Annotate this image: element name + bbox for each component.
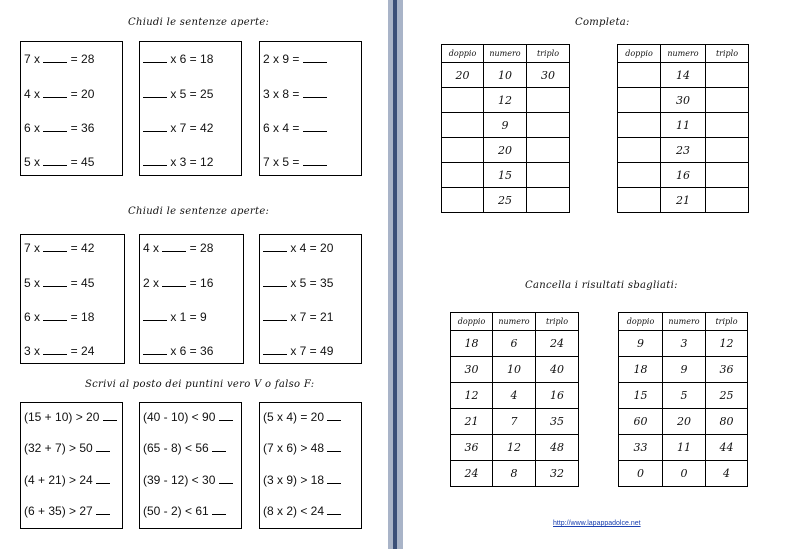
sentence[interactable]: 7 x 5 = [263,154,327,169]
answer-blank[interactable] [219,472,233,484]
sentence[interactable]: x 6 = 36 [143,343,213,358]
sentence[interactable]: x 5 = 25 [143,86,213,101]
answer-blank[interactable] [212,440,226,452]
table-cell[interactable]: 0 [619,461,663,487]
answer-blank[interactable] [43,240,67,252]
table-cell[interactable] [706,188,749,213]
table-cell[interactable] [442,163,484,188]
table-row [442,63,570,88]
answer-blank[interactable] [263,240,287,252]
table-row [442,163,570,188]
answer-blank[interactable] [162,275,186,287]
table-cell[interactable] [442,138,484,163]
sentence[interactable]: (5 x 4) = 20 [263,409,341,424]
sentence[interactable]: 6 x 4 = [263,120,327,135]
table-row [618,113,749,138]
answer-blank[interactable] [43,343,67,355]
table-cell[interactable]: 6 [493,331,536,357]
table-cell[interactable]: 18 [619,357,663,383]
sentence[interactable]: 3 x = 24 [24,344,95,358]
heading-open-sentences-2: Chiudi le sentenze aperte: [128,206,270,217]
table-cell[interactable]: 24 [536,331,579,357]
table-row [618,163,749,188]
table-cell[interactable]: 0 [663,461,706,487]
answer-blank[interactable] [43,154,67,166]
sentence[interactable]: (7 x 6) > 48 [263,440,341,455]
table-cell[interactable]: 12 [451,383,493,409]
answer-blank[interactable] [263,275,287,287]
table-cell[interactable]: 21 [661,188,706,213]
table-cell[interactable]: 15 [484,163,527,188]
table-row [451,409,579,435]
table-cell[interactable] [706,63,749,88]
table-row [442,138,570,163]
table-row [618,138,749,163]
table-cell[interactable]: 48 [536,435,579,461]
table-cell[interactable]: 25 [484,188,527,213]
sentence[interactable]: x 4 = 20 [263,240,333,255]
column-header: doppio [451,313,493,331]
heading-complete: Completa: [575,17,630,28]
sentence[interactable]: 2 x 9 = [263,51,327,66]
table-cell[interactable]: 3 [663,331,706,357]
table-row [442,113,570,138]
sentence[interactable]: 5 x = 45 [24,155,95,169]
table-row [619,461,748,487]
table-cell[interactable]: 14 [661,63,706,88]
sentence[interactable]: 2 x = 16 [143,276,214,290]
answer-blank[interactable] [96,440,110,452]
heading-cancel-wrong: Cancella i risultati sbagliati: [525,280,678,291]
column-header: doppio [619,313,663,331]
sentence[interactable]: (15 + 10) > 20 [24,409,117,424]
table-cell[interactable]: 44 [706,435,748,461]
sentence[interactable]: x 3 = 12 [143,154,213,169]
table-cell[interactable]: 35 [536,409,579,435]
table-cell[interactable] [527,188,570,213]
heading-true-false: Scrivi al posto dei puntini vero V o falso F: [85,379,315,390]
answer-blank[interactable] [43,120,67,132]
sentence[interactable]: 4 x = 20 [24,87,95,101]
answer-blank[interactable] [103,409,117,421]
table-row [619,435,748,461]
column-header: numero [661,45,706,63]
sentence[interactable]: (50 - 2) < 61 [143,503,226,518]
column-header: numero [663,313,706,331]
table-cell[interactable]: 16 [536,383,579,409]
table-cell[interactable]: 18 [451,331,493,357]
table-cell[interactable] [618,113,661,138]
column-header: triplo [536,313,579,331]
answer-blank[interactable] [263,309,287,321]
table-cell[interactable]: 60 [619,409,663,435]
table-cell[interactable] [618,163,661,188]
table-cell[interactable]: 20 [484,138,527,163]
sentence[interactable]: x 7 = 21 [263,309,333,324]
table-cell[interactable]: 30 [661,88,706,113]
table-row [442,88,570,113]
table-cell[interactable] [706,163,749,188]
sentence[interactable]: (6 + 35) > 27 [24,503,110,518]
column-header: triplo [706,45,749,63]
table-cell[interactable]: 30 [451,357,493,383]
table-row [451,331,579,357]
sentence[interactable]: (4 + 21) > 24 [24,472,110,487]
table2 [617,44,749,213]
sentence[interactable]: 7 x = 28 [24,52,95,66]
answer-blank[interactable] [303,86,327,98]
sentence[interactable]: x 7 = 49 [263,343,333,358]
table-row [619,357,748,383]
table-cell[interactable]: 20 [442,63,484,88]
answer-blank[interactable] [162,240,186,252]
table-cell[interactable]: 11 [663,435,706,461]
table-cell[interactable]: 11 [661,113,706,138]
table-row [618,63,749,88]
answer-blank[interactable] [143,51,167,63]
answer-blank[interactable] [303,51,327,63]
answer-blank[interactable] [143,309,167,321]
left-worksheet-page [0,0,388,549]
table-cell[interactable]: 21 [451,409,493,435]
answer-blank[interactable] [143,154,167,166]
answer-blank[interactable] [219,409,233,421]
answer-blank[interactable] [143,343,167,355]
answer-blank[interactable] [327,472,341,484]
table-cell[interactable]: 32 [536,461,579,487]
table-row [451,357,579,383]
table3 [450,312,579,487]
answer-blank[interactable] [43,86,67,98]
sentence[interactable]: (32 + 7) > 50 [24,440,110,455]
column-header: doppio [618,45,661,63]
sentence[interactable]: x 5 = 35 [263,275,333,290]
table-cell[interactable]: 16 [661,163,706,188]
table-cell[interactable] [618,63,661,88]
table-row [619,409,748,435]
table-cell[interactable]: 10 [493,357,536,383]
table-cell[interactable]: 5 [663,383,706,409]
answer-blank[interactable] [303,154,327,166]
table-cell[interactable]: 20 [663,409,706,435]
table-row [619,383,748,409]
table-cell[interactable]: 24 [451,461,493,487]
answer-blank[interactable] [212,503,226,515]
sentence[interactable]: (40 - 10) < 90 [143,409,233,424]
table-row [618,88,749,113]
answer-blank[interactable] [327,503,341,515]
sentence[interactable]: 6 x = 18 [24,310,95,324]
table-cell[interactable]: 12 [484,88,527,113]
table-row [451,461,579,487]
table-cell[interactable]: 25 [706,383,748,409]
answer-blank[interactable] [96,472,110,484]
table-cell[interactable] [618,88,661,113]
table-cell[interactable]: 30 [527,63,570,88]
page-divider-line [393,0,397,549]
table-cell[interactable] [527,163,570,188]
sentence[interactable]: (8 x 2) < 24 [263,503,341,518]
sentence[interactable]: 3 x 8 = [263,86,327,101]
column-header: doppio [442,45,484,63]
table-cell[interactable]: 40 [536,357,579,383]
column-header: triplo [706,313,748,331]
answer-blank[interactable] [43,309,67,321]
table-cell[interactable] [442,188,484,213]
table-cell[interactable] [706,113,749,138]
column-header: numero [493,313,536,331]
table-cell[interactable]: 33 [619,435,663,461]
table-cell[interactable]: 4 [493,383,536,409]
answer-blank[interactable] [303,120,327,132]
table-row [451,383,579,409]
table-row [442,188,570,213]
table-cell[interactable] [527,113,570,138]
table-cell[interactable]: 8 [493,461,536,487]
sentence[interactable]: 5 x = 45 [24,276,95,290]
table4 [618,312,748,487]
table-cell[interactable] [706,88,749,113]
table-cell[interactable] [618,188,661,213]
heading-open-sentences-1: Chiudi le sentenze aperte: [128,17,270,28]
site-link[interactable]: http://www.lapappadolce.net [553,520,641,527]
answer-blank[interactable] [327,409,341,421]
table-cell[interactable]: 9 [619,331,663,357]
column-header: numero [484,45,527,63]
answer-blank[interactable] [43,51,67,63]
sentence[interactable]: (65 - 8) < 56 [143,440,226,455]
table1 [441,44,570,213]
sentence[interactable]: 4 x = 28 [143,241,214,255]
sentence[interactable]: (39 - 12) < 30 [143,472,233,487]
column-header: triplo [527,45,570,63]
table-cell[interactable]: 36 [706,357,748,383]
table-cell[interactable] [618,138,661,163]
table-cell[interactable]: 12 [493,435,536,461]
sentence[interactable]: 6 x = 36 [24,121,95,135]
table-cell[interactable]: 10 [484,63,527,88]
answer-blank[interactable] [263,343,287,355]
table-row [619,331,748,357]
table-cell[interactable]: 23 [661,138,706,163]
table-cell[interactable] [527,138,570,163]
right-worksheet-page [403,0,787,549]
table-cell[interactable]: 36 [451,435,493,461]
answer-blank[interactable] [327,440,341,452]
table-cell[interactable]: 15 [619,383,663,409]
table-row [451,435,579,461]
sentence[interactable]: 7 x = 42 [24,241,95,255]
sentence[interactable]: (3 x 9) > 18 [263,472,341,487]
table-cell[interactable]: 9 [484,113,527,138]
table-cell[interactable]: 9 [663,357,706,383]
answer-blank[interactable] [43,275,67,287]
answer-blank[interactable] [96,503,110,515]
table-cell[interactable]: 7 [493,409,536,435]
table-cell[interactable] [442,88,484,113]
table-row [618,188,749,213]
sentence[interactable]: x 6 = 18 [143,51,213,66]
table-cell[interactable]: 4 [706,461,748,487]
table-cell[interactable] [442,113,484,138]
table-cell[interactable] [527,88,570,113]
answer-blank[interactable] [143,120,167,132]
sentence[interactable]: x 1 = 9 [143,309,207,324]
answer-blank[interactable] [143,86,167,98]
table-cell[interactable]: 12 [706,331,748,357]
sentence[interactable]: x 7 = 42 [143,120,213,135]
table-cell[interactable] [706,138,749,163]
table-cell[interactable]: 80 [706,409,748,435]
